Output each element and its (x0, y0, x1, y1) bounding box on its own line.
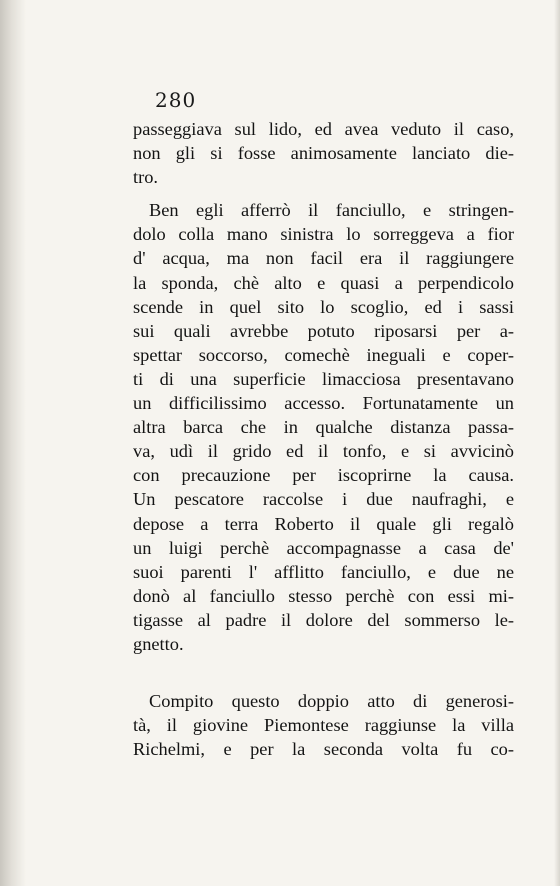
text-line: gnetto. (133, 633, 184, 654)
text-line: tà, il giovine Piemontese raggiunse la villa (133, 715, 514, 736)
text-line: passeggiava sul lido, ed avea veduto il caso, (133, 119, 514, 139)
text-line: depose a terra Roberto il quale gli regalò (133, 513, 514, 534)
text-line: non gli si fosse animosamente lanciato die- (133, 143, 514, 164)
paragraph (133, 198, 514, 680)
text-line: dolo colla mano sinistra lo sorreggeva a fior (133, 224, 514, 245)
body-text (133, 117, 514, 761)
text-line: sui quali avrebbe potuto riposarsi per a- (133, 320, 514, 341)
text-line: Ben egli afferrò il fanciullo, e stringen- (149, 200, 514, 221)
text-line: Compito questo doppio atto di generosi- (149, 691, 514, 712)
text-line: d' acqua, ma non facil era il raggiungere (133, 248, 514, 269)
text-line: la sponda, chè alto e quasi a perpendicolo (133, 272, 514, 293)
text-line: ti di una superficie limacciosa presentavano (133, 368, 514, 389)
paragraph (133, 689, 514, 761)
paragraph (133, 117, 514, 189)
page-number: 280 (155, 88, 197, 112)
text-line (133, 656, 514, 680)
text-line: altra barca che in qualche distanza passa- (133, 417, 514, 438)
text-line: un difficilissimo accesso. Fortunatamente un (133, 393, 514, 414)
text-line: va, udì il grido ed il tonfo, e si avvicinò (133, 441, 514, 462)
text-line: donò al fanciullo stesso perchè con essi mi- (133, 585, 514, 606)
text-line: tigasse al padre il dolore del sommerso le- (133, 609, 514, 630)
text-line: spettar soccorso, comechè ineguali e coper- (133, 344, 514, 365)
text-line: Un pescatore raccolse i due naufraghi, e (133, 489, 514, 510)
binding-shadow (0, 0, 26, 886)
text-line: suoi parenti l' afflitto fanciullo, e due ne (133, 561, 514, 582)
text-line: un luigi perchè accompagnasse a casa de' (133, 537, 514, 558)
text-line: tro. (133, 167, 159, 188)
text-line: scende in quel sito lo scoglio, ed i sassi (133, 296, 514, 317)
page-edge (554, 0, 560, 886)
text-line: Richelmi, e per la seconda volta fu co- (133, 739, 514, 760)
text-line: con precauzione per iscoprirne la causa. (133, 465, 514, 486)
